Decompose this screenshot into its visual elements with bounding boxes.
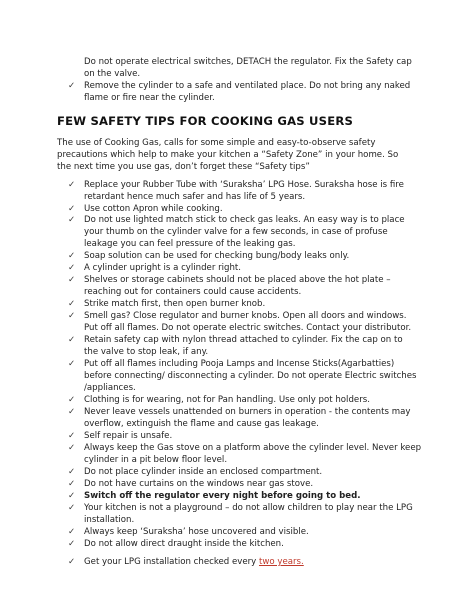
tip-line: reaching out for containers could cause accidents.	[84, 287, 302, 297]
tip-line: Self repair is unsafe.	[84, 431, 173, 441]
tip-line: Use cotton Apron while cooking.	[84, 204, 223, 214]
tip-line: Never leave vessels unattended on burners in operation - the contents may	[84, 407, 411, 417]
checkmark-icon: ✓	[68, 557, 76, 567]
tip-line: Soap solution can be used for checking bung/body leaks only.	[84, 251, 350, 261]
intro-line: Remove the cylinder to a safe and ventilated place. Do not bring any naked	[84, 81, 411, 91]
tip-text: Get your LPG installation checked every	[84, 557, 259, 567]
tip-line: Always keep the Gas stove on a platform above the cylinder level. Never keep	[84, 443, 422, 453]
checkmark-icon: ✓	[68, 491, 76, 501]
checkmark-icon: ✓	[68, 251, 76, 261]
checkmark-icon: ✓	[68, 527, 76, 537]
tip-line: A cylinder upright is a cylinder right.	[84, 263, 242, 273]
highlight-years: two years.	[258, 557, 304, 567]
checkmark-icon: ✓	[68, 467, 76, 477]
paragraph-line: The use of Cooking Gas, calls for some simple and easy-to-observe safety	[57, 138, 376, 148]
intro-line: Do not operate electrical switches, DETACH the regulator. Fix the Safety cap	[84, 57, 412, 67]
checkmark-icon: ✓	[68, 539, 76, 549]
tip-line: Put off all flames including Pooja Lamps and Incense Sticks(Agarbatties)	[84, 359, 395, 369]
tip-line: Do not have curtains on the windows near gas stove.	[84, 479, 314, 489]
tip-line: installation.	[84, 515, 135, 525]
tip-line: before connecting/ disconnecting a cylinder. Do not operate Electric switches	[84, 371, 417, 381]
tip-line: Shelves or storage cabinets should not be placed above the hot plate –	[84, 275, 391, 285]
checkmark-icon: ✓	[68, 407, 76, 417]
tip-line: Replace your Rubber Tube with ‘Suraksha’ LPG Hose. Suraksha hose is fire	[84, 180, 404, 190]
tip-line: Do not allow direct draught inside the kitchen.	[84, 539, 284, 549]
intro-line: flame or fire near the cylinder.	[84, 93, 215, 103]
intro-line: on the valve.	[84, 69, 141, 79]
section-heading: FEW SAFETY TIPS FOR COOKING GAS USERS	[57, 114, 354, 128]
checkmark-icon: ✓	[68, 311, 76, 321]
paragraph-line: precautions which help to make your kitchen a “Safety Zone” in your home. So	[57, 150, 399, 160]
tip-line-bold: Switch off the regulator every night before going to bed.	[84, 491, 361, 501]
checkmark-icon: ✓	[68, 359, 76, 369]
tip-line: Clothing is for wearing, not for Pan handling. Use only pot holders.	[84, 395, 370, 405]
tip-line: Your kitchen is not a playground – do not allow children to play near the LPG	[84, 503, 413, 513]
tip-line: your thumb on the cylinder valve for a few seconds, in case of profuse	[84, 227, 388, 237]
tip-line: retardant hence much safer and has life of 5 years.	[84, 192, 306, 202]
tip-line: cylinder in a pit below floor level.	[84, 455, 228, 465]
paragraph-line: the next time you use gas, don’t forget these “Safety tips”	[57, 162, 310, 172]
checkmark-icon: ✓	[68, 204, 76, 214]
checkmark-icon: ✓	[68, 180, 76, 190]
checkmark-icon: ✓	[68, 443, 76, 453]
checkmark-icon: ✓	[68, 81, 76, 91]
checkmark-icon: ✓	[68, 335, 76, 345]
tip-line: Do not use lighted match stick to check gas leaks. An easy way is to place	[84, 215, 405, 225]
tip-line: Strike match first, then open burner knob.	[84, 299, 266, 309]
tip-line-last	[84, 556, 304, 568]
tip-line: Put off all flames. Do not operate electric switches. Contact your distributor.	[84, 323, 412, 333]
checkmark-icon: ✓	[68, 263, 76, 273]
checkmark-icon: ✓	[68, 299, 76, 309]
tip-line: /appliances.	[84, 383, 136, 393]
checkmark-icon: ✓	[68, 275, 76, 285]
tip-line: the valve to stop leak, if any.	[84, 347, 209, 357]
checkmark-icon: ✓	[68, 395, 76, 405]
checkmark-icon: ✓	[68, 479, 76, 489]
tip-line: Do not place cylinder inside an enclosed compartment.	[84, 467, 323, 477]
checkmark-icon: ✓	[68, 215, 76, 225]
tip-line: leakage you can feel pressure of the leaking gas.	[84, 239, 296, 249]
checkmark-icon: ✓	[68, 503, 76, 513]
tip-line: Smell gas? Close regulator and burner knobs. Open all doors and windows.	[84, 311, 407, 321]
tip-line: overflow, extinguish the flame and cause gas leakage.	[84, 419, 319, 429]
tip-line: Retain safety cap with nylon thread attached to cylinder. Fix the cap on to	[84, 335, 403, 345]
tip-line: Always keep ‘Suraksha’ hose uncovered and visible.	[84, 527, 309, 537]
checkmark-icon: ✓	[68, 431, 76, 441]
